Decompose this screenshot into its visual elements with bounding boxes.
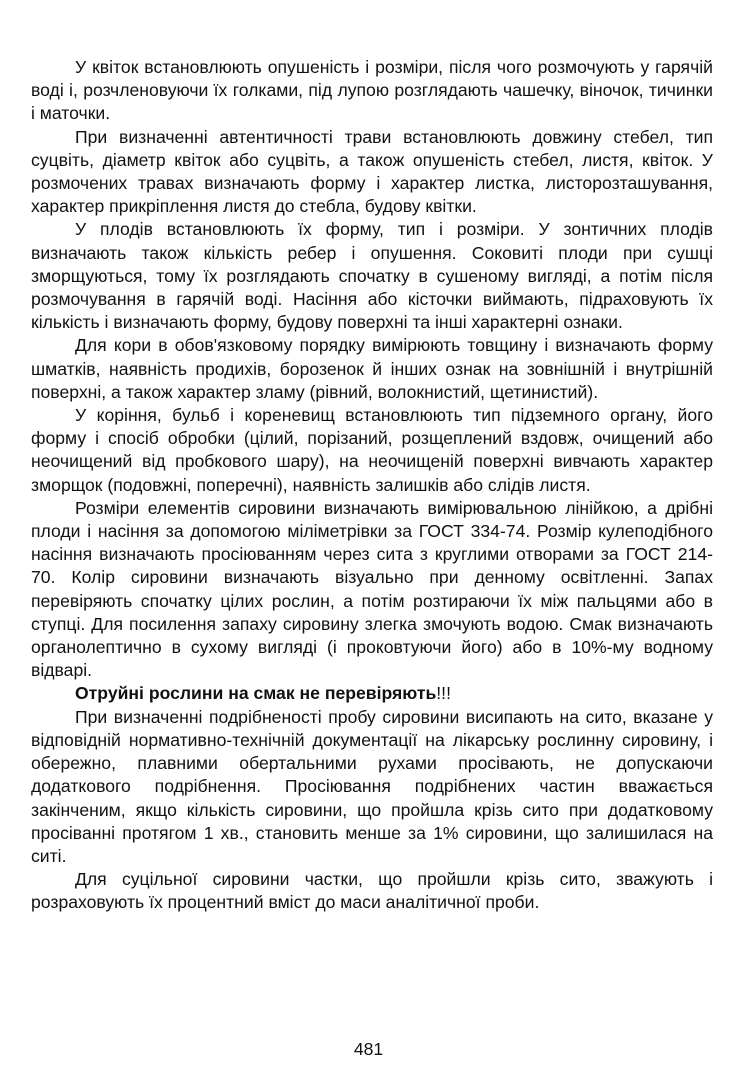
page-number: 481 [353,1039,384,1059]
paragraph-bark: Для кори в обов'язковому порядку вимірюють товщину і визначають форму шматків, наявність продихів, борозенок й інших ознак на зовнішній і внутрішній поверхні, а також характер зламу (рівний, волокнистий, щетинистий). [31,335,713,402]
paragraph-flowers: У квіток встановлюють опушеність і розміри, після чого розмочують у гарячій воді і, розчленовуючи їх голками, під лупою розглядають чашечку, віночок, тичинки і маточки. [31,57,713,124]
paragraph-herbs: При визначенні автентичності трави встановлюють довжину стебел, тип суцвіть, діаметр квіток або суцвіть, а також опушеність стебел, листя, квіток. У розмочених травах визначають форму і характер листка, листорозташування, характер прикріплення листя до стебла, будову квітки. [31,126,713,217]
paragraph-roots: У коріння, бульб і кореневищ встановлюють тип підземного органу, його форму і спосіб обробки (цілий, порізаний, розщеплений вздовж, очищений або неочищений від пробкового шару), на неочищеній поверхні вивчають характер зморщок (подовжні, поперечні), наявність залишків або слідів листя. [31,405,713,495]
paragraph-fruits: У плодів встановлюють їх форму, тип і розміри. У зонтичних плодів визначають також кількість ребер і опушення. Соковиті плоди при сушці зморщуються, тому їх розглядають спочатку в сушеному вигляді, а потім після розмочування в гарячій воді. Насіння або кісточки виймають, підраховують їх кількість і визначають форму, будову поверхні та інші характерні ознаки. [31,219,713,333]
paragraph-sieving: При визначенні подрібненості пробу сировини висипають на сито, вказане у відповідній нормативно-технічній документації на лікарську рослинну сировину, і обережно, плавними обертальними рухами просівають, не допускаючи додаткового подрібнення. Просіювання подрібнених частин вважається закінченим, якщо кількість сировини, що пройшла крізь сито при додатковому просіванні протягом 1 хв., становить менше за 1% сировини, що залишилася на ситі. [31,706,713,866]
paragraph-whole-raw: Для суцільної сировини частки, що пройшли крізь сито, зважують і розраховують їх процентний вміст до маси аналітичної проби. [31,869,713,913]
paragraph-measurements: Розміри елементів сировини визначають вимірювальною лінійкою, а дрібні плоди і насіння за допомогою міліметрівки за ГОСТ 334-74. Розмір кулеподібного насіння визначають просіюванням через сита з круглими отворами за ГОСТ 214-70. Колір сировини визначають візуально при денному освітленні. Запах перевіряють спочатку цілих рослин, а потім розтираючи їх між пальцями або в ступці. Для посилення запаху сировину злегка змочують водою. Смак визначають органолептично в сухому вигляді (і проковтуючи його) або в 10%-му водному відварі. [31,497,713,681]
warning-exclamation: !!! [436,683,451,704]
warning-bold-text: Отруйні рослини на смак не перевіряють [75,683,437,704]
warning-paragraph [31,682,713,705]
page-body [31,56,713,915]
